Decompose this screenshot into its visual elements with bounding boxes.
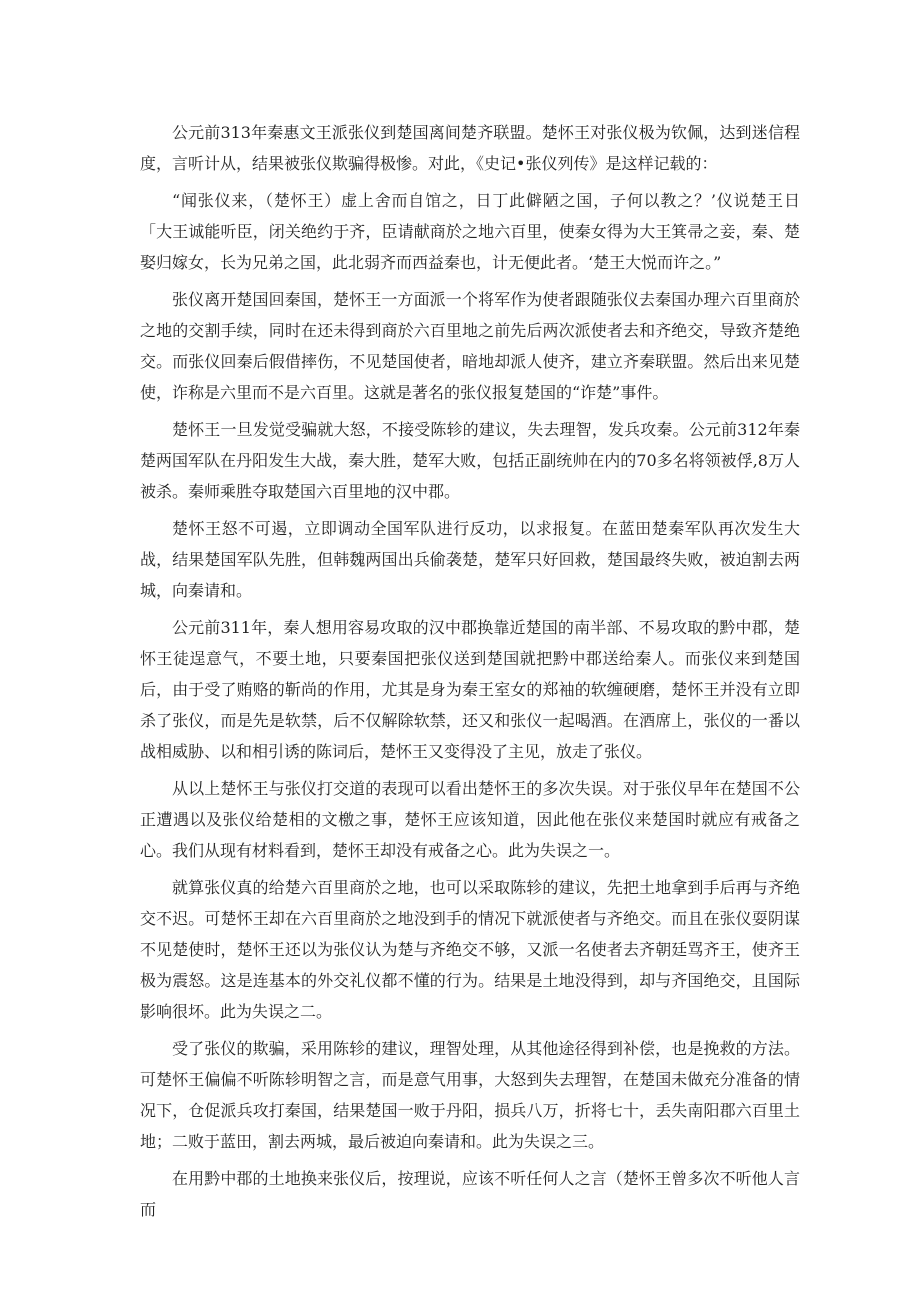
document-page (140, 117, 800, 1231)
paragraph-5: 楚怀王怒不可遏，立即调动全国军队进行反功，以求报复。在蓝田楚秦军队再次发生大战，结果楚国军队先胜，但韩魏两国出兵偷袭楚，楚军只好回救，楚国最终失败，被迫割去两城，向秦请和。 (140, 519, 800, 600)
paragraph-9: 受了张仪的欺骗，采用陈轸的建议，理智处理，从其他途径得到补偿，也是挽救的方法。可楚怀王偏偏不听陈轸明智之言，而是意气用事，大怒到失去理智，在楚国未做充分准备的情况下，仓促派兵攻打秦国，结果楚国一败于丹阳，损兵八万，折将七十，丢失南阳郡六百里土地；二败于蓝田，割去两城，最后被迫向秦请和。此为失误之三。 (140, 1039, 800, 1151)
paragraph-2-quote: “闻张仪来，（楚怀王）虚上舍而自馆之，日丁此僻陋之国，子何以教之？’仪说楚王日「大王诚能听臣，闭关绝约于齐，臣请献商於之地六百里，使秦女得为大王箕帚之妾，秦、楚娶归嫁女，长为兄弟之国，此北弱齐而西益秦也，计无便此者。‘楚王大悦而许之。” (140, 191, 800, 272)
paragraph-7: 从以上楚怀王与张仪打交道的表现可以看出楚怀王的多次失误。对于张仪早年在楚国不公正遭遇以及张仪给楚相的文檄之事，楚怀王应该知道，因此他在张仪来楚国时就应有戒备之心。我们从现有材料看到，楚怀王却没有戒备之心。此为失误之一。 (140, 779, 800, 860)
paragraph-10: 在用黔中郡的土地换来张仪后，按理说，应该不听任何人之言（楚怀王曾多次不听他人言而 (140, 1169, 800, 1219)
paragraph-6: 公元前311年，秦人想用容易攻取的汉中郡换靠近楚国的南半部、不易攻取的黔中郡，楚怀王徒逞意气，不要土地，只要秦国把张仪送到楚国就把黔中郡送给秦人。而张仪来到楚国后，由于受了贿赂的靳尚的作用，尤其是身为秦王室女的郑袖的软缠硬磨，楚怀王并没有立即杀了张仪，而是先是软禁，后不仅解除软禁，还又和张仪一起喝酒。在酒席上，张仪的一番以战相威胁、以和相引诱的陈词后，楚怀王又变得没了主见，放走了张仪。 (140, 618, 800, 761)
paragraph-8: 就算张仪真的给楚六百里商於之地，也可以采取陈轸的建议，先把土地拿到手后再与齐绝交不迟。可楚怀王却在六百里商於之地没到手的情况下就派使者与齐绝交。而且在张仪耍阴谋不见楚使时，楚怀王还以为张仪认为楚与齐绝交不够，又派一名使者去齐朝廷骂齐王，使齐王极为震怒。这是连基本的外交礼仪都不懂的行为。结果是土地没得到，却与齐国绝交，且国际影响很坏。此为失误之二。 (140, 878, 800, 1021)
paragraph-3: 张仪离开楚国回秦国，楚怀王一方面派一个将军作为使者跟随张仪去秦国办理六百里商於之地的交割手续，同时在还未得到商於六百里地之前先后两次派使者去和齐绝交，导致齐楚绝交。而张仪回秦后假借摔伤，不见楚国使者，暗地却派人使齐，建立齐秦联盟。然后出来见楚使，诈称是六里而不是六百里。这就是著名的张仪报复楚国的“诈楚”事件。 (140, 290, 800, 402)
paragraph-4: 楚怀王一旦发觉受骗就大怒，不接受陈轸的建议，失去理智，发兵攻秦。公元前312年秦楚两国军队在丹阳发生大战，秦大胜，楚军大败，包括正副统帅在内的70多名将领被俘,8万人被杀。秦师乘胜夺取楚国六百里地的汉中郡。 (140, 420, 800, 501)
paragraph-1: 公元前313年秦惠文王派张仪到楚国离间楚齐联盟。楚怀王对张仪极为钦佩，达到迷信程度，言听计从，结果被张仪欺骗得极惨。对此，《史记•张仪列传》是这样记载的： (140, 123, 800, 173)
